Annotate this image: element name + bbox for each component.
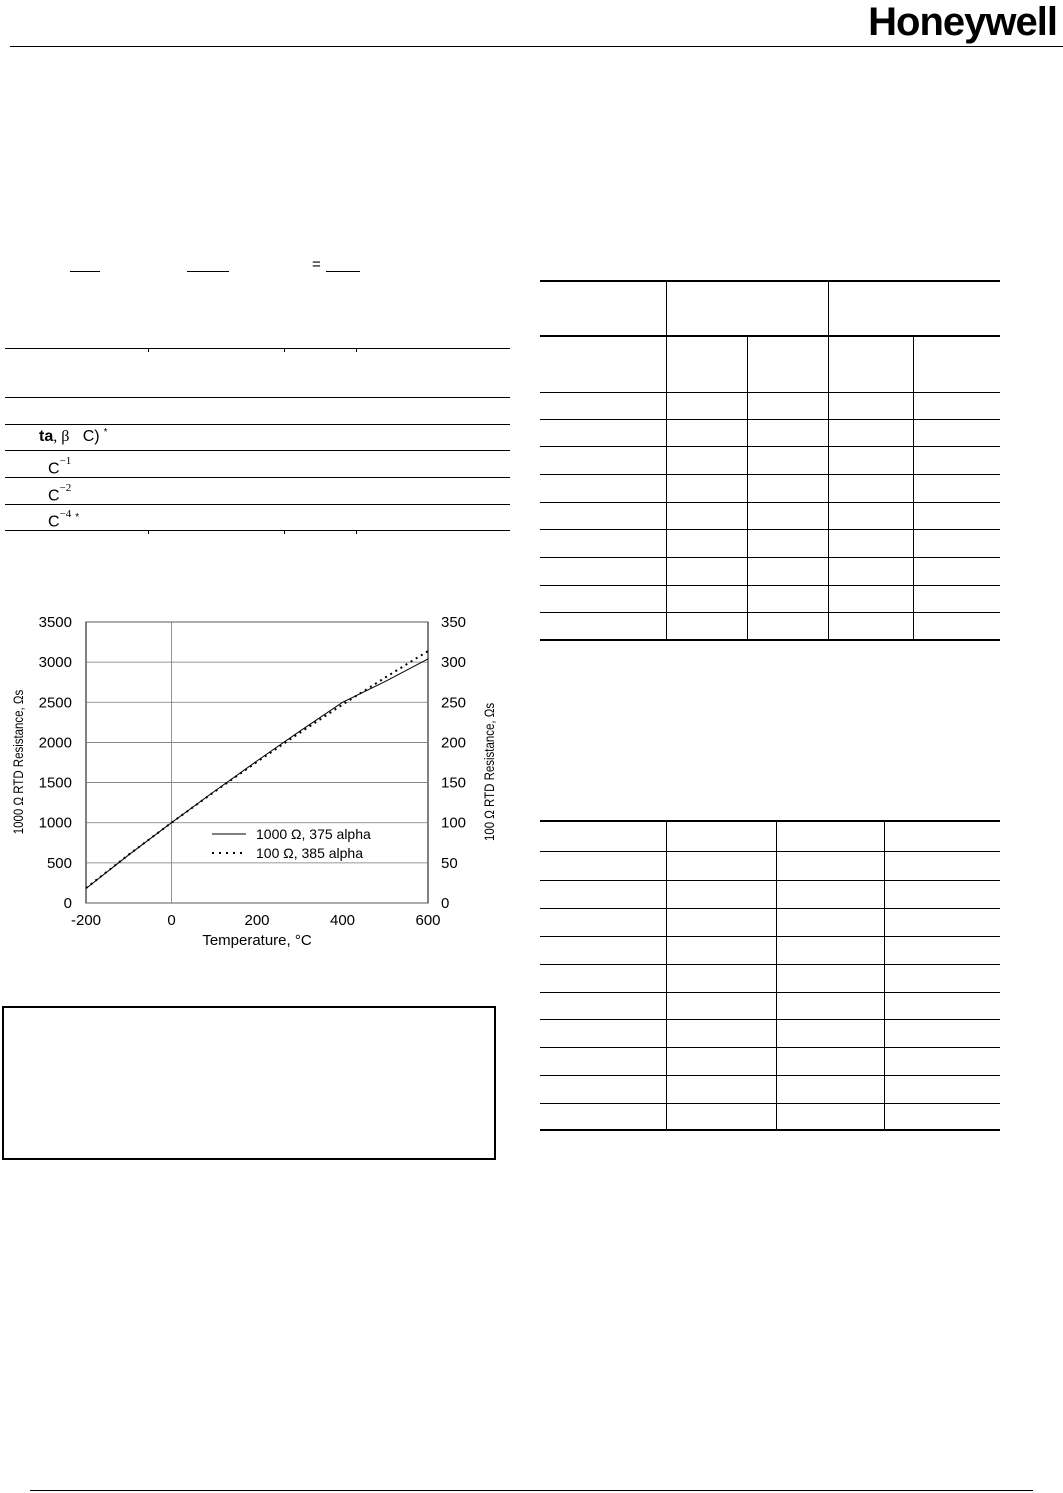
equation-equals: = xyxy=(312,256,321,273)
coefficient-row-label: $C^{-1}$ xyxy=(48,455,72,478)
equation-fraction-bar-3 xyxy=(326,271,360,272)
y2-tick-label: 300 xyxy=(441,654,467,672)
table-rule xyxy=(5,477,510,478)
table-rule xyxy=(5,348,510,349)
x-tick-label: 200 xyxy=(244,912,270,929)
y-tick-label: 2000 xyxy=(38,734,72,752)
equation-fraction-bar-1 xyxy=(70,271,100,272)
y-tick-label: 2500 xyxy=(38,694,72,712)
coefficient-row-label: $C^{-2}$ xyxy=(48,482,72,505)
coefficient-row-label: $C^{-4}$ * xyxy=(48,508,80,531)
y-axis-label-right: 100 Ω RTD Resistance, Ωs xyxy=(480,702,498,842)
y-tick-label: 1500 xyxy=(38,774,72,792)
header-rule xyxy=(10,46,1063,47)
y2-tick-label: 200 xyxy=(441,734,467,752)
resistance-table-1 xyxy=(540,280,1000,643)
x-tick-label: -200 xyxy=(70,912,102,929)
y2-tick-label: 150 xyxy=(441,774,467,792)
y2-tick-label: 50 xyxy=(441,854,458,872)
chart-legend xyxy=(212,826,371,861)
resistance-table-2 xyxy=(540,820,1000,1134)
equation-fraction-bar-2 xyxy=(187,271,229,272)
x-axis-label: Temperature, °C xyxy=(202,932,312,949)
y2-tick-label: 250 xyxy=(441,694,467,712)
y-tick-label: 1000 xyxy=(38,814,72,832)
y-tick-label: 3500 xyxy=(38,614,72,631)
table-rule xyxy=(5,530,510,531)
y2-tick-label: 0 xyxy=(441,895,450,912)
note-box xyxy=(2,1006,496,1160)
coefficient-row-alpha-label: ta, β C) * xyxy=(39,427,108,445)
legend-label-1000-ohm: 1000 Ω, 375 alpha xyxy=(256,826,371,842)
x-tick-label: 600 xyxy=(415,912,441,929)
resistance-chart xyxy=(0,600,510,960)
table-rule xyxy=(5,504,510,505)
legend-label-100-ohm: 100 Ω, 385 alpha xyxy=(256,845,363,861)
table-rule xyxy=(5,397,510,398)
chart-ticks xyxy=(39,614,466,929)
y2-tick-label: 100 xyxy=(441,814,467,832)
y-tick-label: 500 xyxy=(46,854,72,872)
y-tick-label: 3000 xyxy=(38,654,72,672)
honeywell-logo: Honeywell xyxy=(868,0,1057,44)
coefficient-table xyxy=(5,348,510,532)
y-axis-label-left: 1000 Ω RTD Resistance, Ωs xyxy=(9,689,27,835)
y2-tick-label: 350 xyxy=(441,614,467,631)
footer-rule xyxy=(30,1490,1033,1491)
table-rule xyxy=(5,450,510,451)
table-rule xyxy=(5,424,510,425)
x-tick-label: 0 xyxy=(167,912,176,929)
x-tick-label: 400 xyxy=(329,912,356,929)
y-tick-label: 0 xyxy=(63,895,72,912)
